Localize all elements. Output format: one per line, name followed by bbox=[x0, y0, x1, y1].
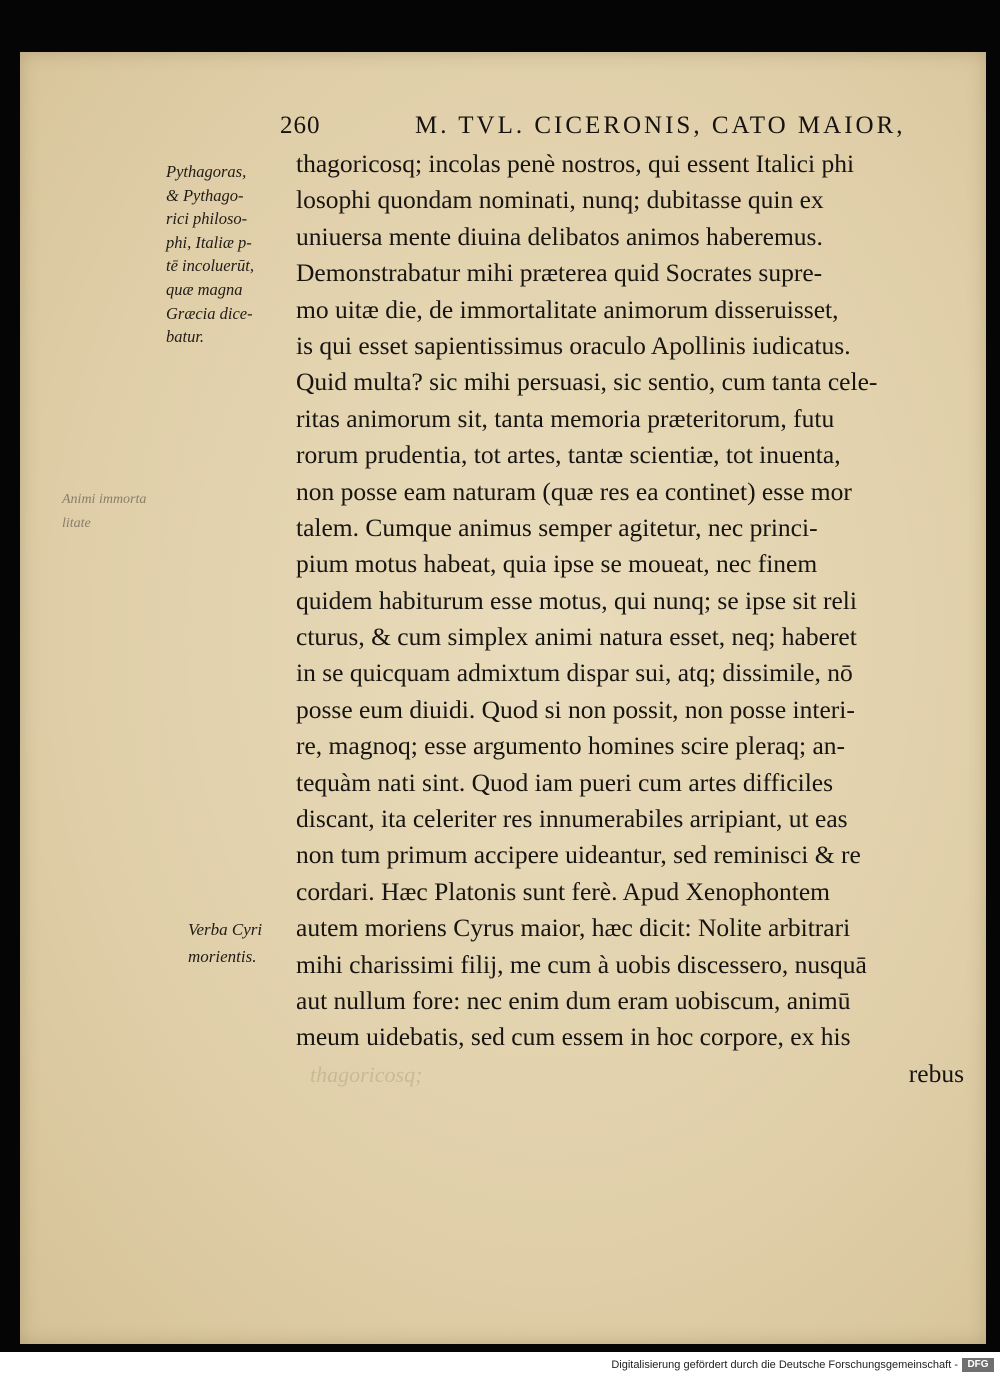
text-line: losophi quondam nominati, nunq; dubitasse quin ex bbox=[296, 185, 824, 215]
text-line: Quid multa? sic mihi persuasi, sic sentio, cum tanta cele- bbox=[296, 367, 878, 397]
running-head: M. TVL. CICERONIS, CATO MAIOR, bbox=[415, 112, 906, 139]
marginal-note-cyri bbox=[188, 916, 262, 970]
text-line: rorum prudentia, tot artes, tantæ scientiæ, tot inuenta, bbox=[296, 440, 841, 470]
marginal-note-line: rici philoso- bbox=[166, 209, 248, 229]
marginal-note-line: tē incoluerūt, bbox=[166, 256, 254, 276]
main-text-block bbox=[296, 146, 964, 1092]
funding-notice: Digitalisierung gefördert durch die Deutsche Forschungsgemeinschaft - bbox=[611, 1359, 958, 1371]
text-line: mo uitæ die, de immortalitate animorum disseruisset, bbox=[296, 294, 839, 324]
handwritten-annotation-line: Animi immorta bbox=[62, 492, 147, 507]
handwritten-annotation bbox=[62, 488, 146, 536]
handwritten-annotation-line: litate bbox=[62, 516, 91, 531]
page-header bbox=[280, 112, 920, 148]
dfg-logo: DFG bbox=[962, 1358, 994, 1372]
text-line: is qui esset sapientissimus oraculo Apollinis iudicatus. bbox=[296, 330, 851, 360]
text-line: autem moriens Cyrus maior, hæc dicit: Nolite arbitrari bbox=[296, 913, 851, 943]
marginal-note-line: Græcia dice- bbox=[166, 303, 253, 323]
text-line: re, magnoq; esse argumento homines scire pleraq; an- bbox=[296, 731, 846, 761]
text-line: aut nullum fore: nec enim dum eram uobiscum, animū bbox=[296, 985, 851, 1015]
text-line: ritas animorum sit, tanta memoria præteritorum, futu bbox=[296, 403, 835, 433]
marginal-note-line: phi, Italiæ p- bbox=[166, 232, 252, 252]
text-line: quidem habiturum esse motus, qui nunq; se ipse sit reli bbox=[296, 585, 857, 615]
text-line: talem. Cumque animus semper agitetur, nec princi- bbox=[296, 512, 818, 542]
text-line: Demonstrabatur mihi præterea quid Socrates supre- bbox=[296, 258, 823, 288]
footer-bar bbox=[0, 1352, 1000, 1378]
text-line: thagoricosq; incolas penè nostros, qui essent Italici phi bbox=[296, 149, 855, 178]
text-line: in se quicquam admixtum dispar sui, atq; dissimile, nō bbox=[296, 658, 853, 688]
bleed-through-text: thagoricosq; bbox=[310, 1062, 423, 1087]
catchword: rebus bbox=[908, 1058, 964, 1088]
text-line: uniuersa mente diuina delibatos animos haberemus. bbox=[296, 221, 823, 251]
marginal-note-line: Pythagoras, bbox=[166, 162, 247, 181]
marginal-note-line: morientis. bbox=[188, 947, 257, 966]
text-line: non posse eam naturam (quæ res ea continet) esse mor bbox=[296, 476, 852, 506]
marginal-note-line: & Pythago- bbox=[166, 185, 244, 205]
text-line: non tum primum accipere uideantur, sed reminisci & re bbox=[296, 840, 861, 870]
text-line: cturus, & cum simplex animi natura esset, neq; haberet bbox=[296, 622, 857, 652]
page-number: 260 bbox=[280, 112, 321, 139]
marginal-note-line: Verba Cyri bbox=[188, 920, 263, 939]
marginal-note-line: quæ magna bbox=[166, 279, 243, 299]
text-line: mihi charissimi filij, me cum à uobis discessero, nusquā bbox=[296, 949, 867, 979]
text-line: tequàm nati sint. Quod iam pueri cum artes difficiles bbox=[296, 767, 834, 797]
text-line: posse eum diuidi. Quod si non possit, non posse interi- bbox=[296, 694, 855, 724]
text-line: pium motus habeat, quia ipse se moueat, nec finem bbox=[296, 549, 818, 579]
marginal-note-line: batur. bbox=[166, 327, 205, 347]
text-line: discant, ita celeriter res innumerabiles arripiant, ut eas bbox=[296, 804, 848, 834]
text-line: meum uidebatis, sed cum essem in hoc corpore, ex his bbox=[296, 1022, 851, 1052]
text-line: cordari. Hæc Platonis sunt ferè. Apud Xenophontem bbox=[296, 876, 830, 906]
marginal-note-pythagoras bbox=[166, 160, 254, 349]
